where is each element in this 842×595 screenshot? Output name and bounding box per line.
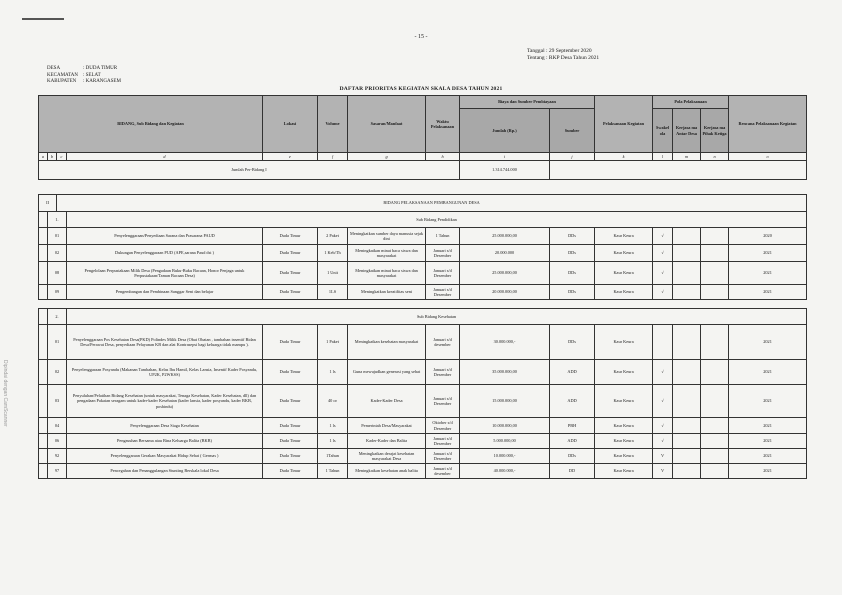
row-tahun: 2021 — [729, 418, 807, 434]
basis-line: Tentang : RKP Desa Tahun 2021 — [527, 55, 600, 61]
table-row — [39, 464, 807, 479]
sub-bidang-1-row: 1. Sub Bidang Pendidikan — [39, 212, 807, 228]
row-volume: 1 ls — [318, 360, 348, 385]
row-waktu: Januari s/d Desember — [426, 360, 460, 385]
th-sasaran: Sasaran/Manfaat — [348, 96, 426, 153]
row-sumber: DDs — [550, 245, 595, 262]
row-sumber: ADD — [550, 360, 595, 385]
row-swakelola: √ — [653, 385, 673, 418]
table-row — [39, 434, 807, 449]
row-volume: 2 Paket — [318, 228, 348, 245]
row-jumlah: 10.000.000,00 — [460, 418, 550, 434]
row-sasaran: Meningkatkan kreatifitas seni — [348, 285, 426, 300]
row-sasaran: Meningkatkan minat baca siswa dan masyarakat — [348, 245, 426, 262]
date-block — [527, 48, 599, 62]
row-tahun: 2021 — [729, 325, 807, 360]
row-waktu: Januari s/d Desember — [426, 385, 460, 418]
row-no: 09 — [48, 285, 67, 300]
row-kegiatan: Pengelolaan Perpustakaan Milik Desa (Pengadaan Buku-Buku Bacaan, Honor Penjaga untuk Perpustakaan/Taman Bacaan Desa) — [67, 262, 263, 285]
row-volume: 1 ls — [318, 434, 348, 449]
page-number: - 15 - — [414, 34, 428, 40]
table-row — [39, 325, 807, 360]
row-tahun: 2020 — [729, 228, 807, 245]
row-no: 97 — [48, 464, 67, 479]
bidang-ii-label: BIDANG PELAKSANAAN PEMBANGUNAN DESA — [57, 195, 807, 212]
row-lokasi: Duda Timur — [263, 262, 318, 285]
row-no: 06 — [48, 434, 67, 449]
th-kerjasama-pihak: Kerjasa ma Pihak Ketiga — [701, 109, 729, 153]
top-rule — [22, 18, 64, 20]
row-tahun: 2021 — [729, 262, 807, 285]
row-no: 03 — [48, 385, 67, 418]
row-pelaksana: Kaur Keura — [595, 464, 653, 479]
row-sasaran: Meningkatkan derajat kesehatan masyarakat Desa — [348, 449, 426, 464]
row-kegiatan: Penyelenggaraan Pos Kesehatan Desa(PKD) Polindes Milik Desa (Obat Obatan , tambahan insentif Bidan Desa/Perawat Desa, penyediaan Pelayanan KB dan alat Kontrasepsi bagi keluarga tidak mampu ). — [67, 325, 263, 360]
document-title: DAFTAR PRIORITAS KEGIATAN SKALA DESA TAHUN 2021 — [339, 86, 503, 92]
row-lokasi: Duda Timur — [263, 360, 318, 385]
row-no: 01 — [48, 325, 67, 360]
row-tahun: 2021 — [729, 285, 807, 300]
row-tahun: 2021 — [729, 385, 807, 418]
row-swakelola: V — [653, 464, 673, 479]
row-kegiatan: Penyelenggaraan/Penyediaan Sarana dan Prasarana PAUD — [67, 228, 263, 245]
row-kegiatan: Penyelenggaraan Posyandu (Makanan Tambahan, Kelas Ibu Hamil, Kelas Lansia, Insentif Kader Posyandu, UP2K, P2WKSS) — [67, 360, 263, 385]
row-swakelola: √ — [653, 262, 673, 285]
row-lokasi: Duda Timur — [263, 385, 318, 418]
th-biaya: Biaya dan Sumber Pembiayaan — [460, 96, 595, 109]
row-volume: 1 Paket — [318, 325, 348, 360]
sub-bidang-2-label: Sub Bidang Kesehatan — [67, 309, 807, 325]
row-tahun: 2021 — [729, 360, 807, 385]
row-pelaksana: Kaur Keura — [595, 245, 653, 262]
row-tahun: 2021 — [729, 464, 807, 479]
total-label: Jumlah Per-Bidang I — [39, 161, 460, 180]
th-pelaksanaan: Pelaksanaan Kegiatan — [595, 96, 653, 153]
th-kerjasama-antar: Kerjasa ma Antar Desa — [673, 109, 701, 153]
row-waktu: Januari s/d Desember — [426, 285, 460, 300]
row-lokasi: Duda Timur — [263, 464, 318, 479]
table-row — [39, 418, 807, 434]
row-pelaksana: Kaur Keura — [595, 360, 653, 385]
row-jumlah: 30.000.000,- — [460, 325, 550, 360]
th-pola: Pola Pelaksanaan — [653, 96, 729, 109]
row-pelaksana: Kaur Keura — [595, 418, 653, 434]
th-jumlah: Jumlah (Rp.) — [460, 109, 550, 153]
spacer-row — [39, 180, 807, 195]
row-swakelola: √ — [653, 285, 673, 300]
row-volume: 1 Keb/Th — [318, 245, 348, 262]
row-kegiatan: Pencegahan dan Penanggulangan Stunting Berskala lokal Desa — [67, 464, 263, 479]
row-kegiatan: Dukungan Penyelenggaraan PUD (APE,sarana Paud dst ) — [67, 245, 263, 262]
total-amount: 1.314.744.000 — [460, 161, 550, 180]
region-kabupaten: KABUPATEN : KARANGASEM — [47, 79, 121, 85]
row-sumber: DD — [550, 464, 595, 479]
row-no: 01 — [48, 228, 67, 245]
row-pelaksana: Kaur Keura — [595, 385, 653, 418]
date-line: Tanggal : 29 September 2020 — [527, 48, 592, 54]
row-jumlah: 25.000.000,00 — [460, 262, 550, 285]
row-no: 02 — [48, 245, 67, 262]
row-no: 02 — [48, 360, 67, 385]
row-jumlah: 20.000.000,00 — [460, 285, 550, 300]
scanner-watermark: Dipindai dengan CamScanner — [2, 360, 8, 427]
row-volume: 1 ls — [318, 418, 348, 434]
row-lokasi: Duda Timur — [263, 325, 318, 360]
row-pelaksana: Kaur Keura — [595, 434, 653, 449]
row-lokasi: Duda Timur — [263, 285, 318, 300]
table-row — [39, 245, 807, 262]
row-sasaran: Pemerintah Desa/Masyarakat — [348, 418, 426, 434]
row-sumber: DDs — [550, 262, 595, 285]
row-jumlah: 5.000.000,00 — [460, 434, 550, 449]
row-tahun: 2021 — [729, 449, 807, 464]
priority-table — [38, 95, 807, 479]
total-row — [39, 161, 807, 180]
row-swakelola: V — [653, 449, 673, 464]
row-jumlah: 20.000.000 — [460, 245, 550, 262]
row-volume: 1 Unit — [318, 262, 348, 285]
row-tahun: 2021 — [729, 434, 807, 449]
row-waktu: Januari s/d Desember — [426, 449, 460, 464]
index-row: a b c d e f g h i j k l m n o — [39, 153, 807, 161]
row-jumlah: 40.000.000,- — [460, 464, 550, 479]
row-pelaksana: Kaur Keura — [595, 285, 653, 300]
row-pelaksana: Kaur Keura — [595, 449, 653, 464]
row-sumber: DDs — [550, 285, 595, 300]
row-kegiatan: Pengembangan dan Pembinaan Sanggar Seni dan belajar — [67, 285, 263, 300]
row-waktu: Januari s/d desember — [426, 464, 460, 479]
row-pelaksana: Kaur Keura — [595, 262, 653, 285]
row-waktu: Januari s/d Desember — [426, 434, 460, 449]
region-kecamatan: KECAMATAN : SELAT — [47, 72, 101, 78]
row-lokasi: Duda Timur — [263, 434, 318, 449]
bidang-ii-row: II BIDANG PELAKSANAAN PEMBANGUNAN DESA — [39, 195, 807, 212]
row-waktu: Januari s/d desember — [426, 325, 460, 360]
th-lokasi: Lokasi — [263, 96, 318, 153]
row-lokasi: Duda Timur — [263, 449, 318, 464]
th-sumber: Sumber — [550, 109, 595, 153]
sub-bidang-1-label: Sub Bidang Pendidikan — [67, 212, 807, 228]
row-sumber: ADD — [550, 434, 595, 449]
row-waktu: Januari s/d Desember — [426, 262, 460, 285]
row-jumlah: 25.000.000,00 — [460, 228, 550, 245]
table-row — [39, 449, 807, 464]
row-volume: 1 Tahun — [318, 464, 348, 479]
row-no: 92 — [48, 449, 67, 464]
row-waktu: Oktober s/d Desember — [426, 418, 460, 434]
row-swakelola — [653, 325, 673, 360]
row-tahun: 2021 — [729, 245, 807, 262]
th-rencana: Rencana Pelaksanaan Kegiatan — [729, 96, 807, 153]
table-row — [39, 385, 807, 418]
sub-bidang-2-row: 2. Sub Bidang Kesehatan — [39, 309, 807, 325]
row-swakelola: √ — [653, 434, 673, 449]
row-sumber: DDs — [550, 228, 595, 245]
row-waktu: Januari s/d Desember — [426, 245, 460, 262]
row-sasaran: Kader-Kader dan Balita — [348, 434, 426, 449]
region-block — [47, 66, 121, 86]
row-waktu: 1 Tahun — [426, 228, 460, 245]
row-jumlah: 35.000.000,00 — [460, 360, 550, 385]
th-swakelola: Swakel ola — [653, 109, 673, 153]
row-sasaran: Meningkatkan minat baca siswa dan masyarakat — [348, 262, 426, 285]
row-kegiatan: Penyelenggaraan Desa Siaga Kesehatan — [67, 418, 263, 434]
th-waktu: Waktu Pelaksanaan — [426, 96, 460, 153]
row-no: 08 — [48, 262, 67, 285]
kesehatan-rows — [39, 325, 807, 479]
spacer-row-2 — [39, 300, 807, 309]
row-swakelola: √ — [653, 418, 673, 434]
row-sasaran: Kader-Kader Desa — [348, 385, 426, 418]
header-row-1 — [39, 96, 807, 109]
row-swakelola: √ — [653, 360, 673, 385]
row-sasaran: Meningkatkan sumber daya manusia sejak dini — [348, 228, 426, 245]
table-row — [39, 360, 807, 385]
row-swakelola: √ — [653, 228, 673, 245]
row-sumber: DDs — [550, 325, 595, 360]
pendidikan-rows — [39, 228, 807, 300]
th-bidang: BIDANG, Sub Bidang dan Kegiatan — [39, 96, 263, 153]
row-sumber: ADD — [550, 385, 595, 418]
table-row — [39, 262, 807, 285]
row-pelaksana: Kaur Keura — [595, 228, 653, 245]
row-lokasi: Duda Timur — [263, 245, 318, 262]
row-sasaran: Meningkatkan kesehatan masyarakat — [348, 325, 426, 360]
th-volume: Volume — [318, 96, 348, 153]
row-kegiatan: Penyelenggaraan Gerakan Masyarakat Hidup Sehat ( Germas ) — [67, 449, 263, 464]
row-sumber: DDs — [550, 449, 595, 464]
row-no: 04 — [48, 418, 67, 434]
row-jumlah: 15.000.000,00 — [460, 385, 550, 418]
row-sumber: PBH — [550, 418, 595, 434]
table-row — [39, 285, 807, 300]
row-swakelola: √ — [653, 245, 673, 262]
row-kegiatan: Pengasuhan Bersama atau Bina Keluarga Balita (BKB) — [67, 434, 263, 449]
row-lokasi: Duda Timur — [263, 228, 318, 245]
row-lokasi: Duda Timur — [263, 418, 318, 434]
row-volume: 1LS — [318, 285, 348, 300]
table-row — [39, 228, 807, 245]
row-kegiatan: Penyuluhan/Pelatihan Bidang Kesehatan (untuk masyarakat, Tenaga Kesehatan, Kader Kesehatan, dll) dan pengadaan Pakaian seragam untuk kader-kader Kesehatan (kader lansia, kader posyandu, kader BKB, posbindu) — [67, 385, 263, 418]
region-desa: DESA : DUDA TIMUR — [47, 66, 118, 71]
row-pelaksana: Kaur Keura — [595, 325, 653, 360]
row-sasaran: Meningkatkan kesehatan anak balita — [348, 464, 426, 479]
row-volume: 1Tahun — [318, 449, 348, 464]
row-sasaran: Guna mewujudkan generasi yang sehat — [348, 360, 426, 385]
row-volume: 40 or — [318, 385, 348, 418]
row-jumlah: 10.000.000,- — [460, 449, 550, 464]
